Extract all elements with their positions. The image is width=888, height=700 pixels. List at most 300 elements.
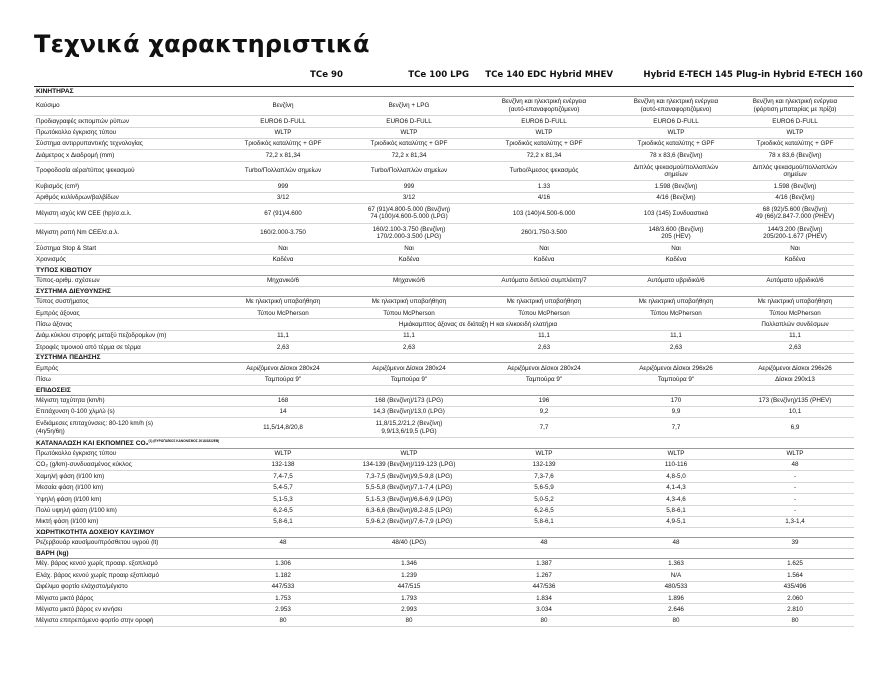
table-cell	[736, 342, 854, 353]
section-title	[34, 287, 854, 297]
table-cell	[472, 516, 616, 527]
cell-text: 5,1-5,3	[273, 495, 293, 503]
table-cell	[736, 471, 854, 482]
cell-text: Καδένα	[398, 256, 420, 264]
row-label: Πίσω άξονας	[34, 319, 220, 330]
cell-text: 49 (66)/2.847-7.000 (PHEV)	[755, 213, 835, 221]
table-cell	[220, 459, 346, 470]
row-label: Κυβισμός (cm³)	[34, 181, 220, 192]
table-cell	[616, 537, 736, 548]
table-cell	[220, 138, 346, 149]
table-cell	[616, 243, 736, 254]
cell-text: Με ηλεκτρική υποβοήθηση	[371, 298, 447, 306]
row-label: Μέγιστη ροπή Nm CEE/σ.α.λ.	[34, 223, 220, 243]
table-row	[34, 161, 854, 181]
section-title	[34, 549, 854, 559]
table-cell	[736, 448, 854, 459]
cell-text: 168	[277, 397, 289, 405]
table-row	[34, 505, 854, 516]
cell-text: 1.834	[536, 594, 552, 602]
cell-text: Καδένα	[784, 256, 806, 264]
table-cell	[736, 395, 854, 406]
table-cell	[220, 127, 346, 138]
row-label: Σύστημα Stop & Start	[34, 243, 220, 254]
table-row	[34, 459, 854, 470]
row-label: Ρεζερβουάρ καυσίμου/πρόσθετου υγρού (lt)	[34, 537, 220, 548]
cell-text: Ναι	[790, 244, 800, 252]
cell-text: WLTP	[274, 129, 292, 137]
cell-text: 4,9-5,1	[666, 518, 686, 526]
table-cell	[736, 127, 854, 138]
cell-text: 1.182	[275, 571, 291, 579]
section-header-row	[34, 87, 854, 97]
column-header: Plug-in Hybrid E-TECH 160	[736, 70, 854, 87]
cell-text: (αυτό-επαναφορτιζόμενο)	[640, 105, 712, 113]
row-label: Εμπρός άξονας	[34, 308, 220, 319]
table-cell	[220, 448, 346, 459]
row-label: Πίσω	[34, 374, 220, 385]
table-cell	[616, 330, 736, 341]
table-cell	[346, 308, 472, 319]
table-cell	[616, 296, 736, 307]
cell-text: 67 (91)/4.800-5.000 (Βενζίνη)	[367, 206, 451, 214]
cell-text: 80	[540, 617, 548, 625]
cell-text: Ταμπούρα 9"	[657, 376, 695, 384]
cell-text: 6,9	[790, 423, 800, 431]
cell-text: Πολλαπλών συνδέσμων	[761, 320, 829, 328]
section-header-row	[34, 437, 854, 448]
table-cell	[472, 254, 616, 265]
cell-text: Αεριζόμενοι Δίσκοι 296x26	[758, 364, 832, 372]
cell-text: 205/200-1.677 (PHEV)	[763, 233, 827, 241]
table-row	[34, 204, 854, 224]
cell-text: 205 (HEV)	[661, 233, 691, 241]
cell-text: -	[793, 472, 797, 480]
table-cell	[616, 342, 736, 353]
section-header-row	[34, 549, 854, 559]
cell-text: Βενζίνη και ηλεκτρική ενέργεια	[752, 98, 838, 106]
table-cell	[346, 604, 472, 615]
cell-text: 2.646	[668, 605, 684, 613]
table-cell	[472, 363, 616, 374]
spec-table-header	[34, 70, 863, 87]
cell-text: 196	[538, 397, 550, 405]
section-title-text: ΕΠΙΔΟΣΕΙΣ	[36, 386, 71, 394]
section-title	[34, 437, 854, 448]
cell-text: σημείων	[783, 171, 807, 179]
cell-text: 260/1.750-3.500	[521, 229, 567, 237]
row-label	[34, 418, 220, 438]
cell-text: (αυτό-επαναφορτιζόμενο)	[508, 105, 580, 113]
cell-text: 80	[791, 617, 799, 625]
table-row	[34, 275, 854, 286]
table-cell	[736, 116, 854, 127]
table-cell	[472, 308, 616, 319]
cell-text: 2.953	[275, 605, 291, 613]
section-header-row	[34, 287, 854, 297]
cell-text: 148/3.600 (Βενζίνη)	[648, 225, 704, 233]
table-cell	[472, 537, 616, 548]
table-row	[34, 296, 854, 307]
table-cell	[736, 516, 854, 527]
table-cell	[472, 406, 616, 417]
table-cell	[736, 615, 854, 626]
table-cell	[472, 494, 616, 505]
table-cell	[220, 406, 346, 417]
section-title-text: ΣΥΣΤΗΜΑ ΠΕΔΗΣΗΣ	[36, 354, 101, 362]
cell-text: 48	[791, 461, 799, 469]
table-row	[34, 330, 854, 341]
cell-text: Τύπου McPherson	[518, 309, 570, 317]
cell-text: 80	[405, 617, 413, 625]
table-cell	[220, 604, 346, 615]
column-header: TCe 140 EDC Hybrid MHEV	[472, 70, 616, 87]
table-row	[34, 471, 854, 482]
cell-text: EURO6 D-FULL	[772, 117, 818, 125]
table-cell	[736, 319, 854, 330]
table-cell	[472, 296, 616, 307]
table-cell	[220, 116, 346, 127]
cell-text: 2,63	[669, 343, 683, 351]
section-title-text: ΚΑΤΑΝΑΛΩΣΗ ΚΑΙ ΕΚΠΟΜΠΕΣ CO₂	[36, 440, 149, 448]
table-cell	[220, 558, 346, 569]
cell-text: WLTP	[535, 129, 553, 137]
table-cell	[472, 223, 616, 243]
table-cell	[346, 96, 472, 116]
table-row	[34, 482, 854, 493]
table-cell	[346, 330, 472, 341]
table-cell	[472, 181, 616, 192]
cell-text: Αεριζόμενοι Δίσκοι 280x24	[246, 364, 320, 372]
table-row	[34, 127, 854, 138]
cell-text: 144/3.200 (Βενζίνη)	[767, 225, 823, 233]
table-cell	[736, 505, 854, 516]
cell-text: Βενζίνη και ηλεκτρική ενέργεια	[501, 98, 587, 106]
cell-text: 5,1-5,3 (Βενζίνη)/6,6-6,9 (LPG)	[365, 495, 453, 503]
cell-text: 103 (140)/4.500-6.000	[512, 209, 576, 217]
table-cell	[346, 138, 472, 149]
table-cell	[472, 161, 616, 181]
table-cell	[346, 204, 472, 224]
cell-text: 2,63	[402, 343, 416, 351]
cell-text: 1,3-1,4	[785, 518, 805, 526]
cell-text: σημείων	[664, 171, 688, 179]
table-row	[34, 96, 854, 116]
table-cell	[736, 223, 854, 243]
cell-text: 1.363	[668, 560, 684, 568]
cell-text: 447/536	[532, 583, 556, 591]
cell-text: 78 x 83,6 (Βενζίνη)	[649, 151, 703, 159]
table-cell	[346, 192, 472, 203]
row-label: Μέγιστο μικτό βάρος	[34, 593, 220, 604]
cell-text: WLTP	[274, 450, 292, 458]
row-label: Τροφοδοσία αέρα/τύπος ψεκασμού	[34, 161, 220, 181]
table-cell	[472, 581, 616, 592]
table-cell	[346, 150, 472, 161]
table-cell	[472, 96, 616, 116]
table-cell	[472, 604, 616, 615]
table-cell	[472, 150, 616, 161]
table-cell	[472, 342, 616, 353]
cell-text: 4,1-4,3	[666, 484, 686, 492]
table-cell	[736, 494, 854, 505]
cell-text: Βενζίνη	[272, 102, 294, 110]
table-cell	[220, 505, 346, 516]
cell-text: 2.993	[401, 605, 417, 613]
cell-text: Καδένα	[533, 256, 555, 264]
cell-text: 39	[791, 539, 799, 547]
cell-text: 1.239	[401, 571, 417, 579]
cell-text: 5,0-5,2	[534, 495, 554, 503]
row-label: Υψηλή φάση (l/100 km)	[34, 494, 220, 505]
cell-text: Αεριζόμενοι Δίσκοι 296x26	[639, 364, 713, 372]
cell-text: Turbo/Πολλαπλών σημείων	[244, 167, 322, 175]
table-row	[34, 395, 854, 406]
cell-text: Με ηλεκτρική υποβοήθηση	[757, 298, 833, 306]
cell-text: Ναι	[671, 244, 681, 252]
spec-table	[34, 70, 863, 627]
cell-text: 7,4-7,5	[273, 472, 293, 480]
cell-text: 7,7	[539, 423, 549, 431]
cell-text: Δίσκοι 290x13	[775, 376, 815, 384]
table-cell	[736, 181, 854, 192]
cell-text: 4/16	[537, 194, 551, 202]
row-label: Μέγιστο μικτό βάρος εν κινήσει	[34, 604, 220, 615]
table-cell	[346, 615, 472, 626]
table-cell	[736, 150, 854, 161]
row-label: Πολύ υψηλή φάση (l/100 km)	[34, 505, 220, 516]
cell-text: Αυτόματο υβριδικό/6	[766, 277, 824, 285]
section-title	[34, 353, 854, 363]
table-cell	[616, 395, 736, 406]
table-row	[34, 593, 854, 604]
table-row	[34, 181, 854, 192]
section-title	[34, 386, 854, 396]
table-cell	[616, 505, 736, 516]
cell-text: 160/2.000-3.750	[260, 229, 306, 237]
row-label: Ωφέλιμο φορτίο ελάχιστο/μέγιστο	[34, 581, 220, 592]
table-cell	[472, 505, 616, 516]
cell-text: 7,7	[671, 423, 681, 431]
table-cell	[616, 161, 736, 181]
row-label: Μικτή φάση (l/100 km)	[34, 516, 220, 527]
row-label: CO₂ (g/km)-συνδυασμένος κύκλος	[34, 459, 220, 470]
cell-text: 132-139	[532, 461, 556, 469]
cell-text: 9,9/13,6/19,5 (LPG)	[381, 427, 437, 435]
row-label: Χαμηλή φάση (l/100 km)	[34, 471, 220, 482]
cell-text: 48	[279, 539, 287, 547]
table-cell	[346, 275, 472, 286]
table-cell	[220, 395, 346, 406]
table-cell	[736, 161, 854, 181]
table-cell	[616, 604, 736, 615]
cell-text: 1.598 (Βενζίνη)	[773, 182, 817, 190]
cell-text: 14,3 (Βενζίνη)/13,0 (LPG)	[373, 408, 445, 416]
cell-text: Ταμπούρα 9"	[264, 376, 302, 384]
table-row	[34, 406, 854, 417]
cell-text: 134-139 (Βενζίνη)/119-123 (LPG)	[362, 461, 456, 469]
row-label: Προδιαγραφές εκπομπών ρύπων	[34, 116, 220, 127]
table-cell	[220, 192, 346, 203]
table-cell	[346, 537, 472, 548]
cell-text: 4,8-5,0	[666, 472, 686, 480]
table-cell	[472, 204, 616, 224]
cell-text: 4/16 (Βενζίνη)	[656, 194, 696, 202]
table-cell	[346, 505, 472, 516]
cell-text: Τύπου McPherson	[383, 309, 435, 317]
cell-text: 67 (91)/4.600	[264, 209, 302, 217]
cell-text: 2,63	[537, 343, 551, 351]
cell-text: 5,8-6,1	[273, 518, 293, 526]
cell-text: 4/16 (Βενζίνη)	[775, 194, 815, 202]
cell-text: EURO6 D-FULL	[521, 117, 567, 125]
table-row	[34, 604, 854, 615]
table-cell	[736, 537, 854, 548]
table-cell	[220, 275, 346, 286]
cell-text: 4,3-4,6	[666, 495, 686, 503]
cell-text: EURO6 D-FULL	[653, 117, 699, 125]
table-cell	[346, 181, 472, 192]
cell-text: Βενζίνη + LPG	[388, 102, 430, 110]
table-cell	[472, 482, 616, 493]
cell-text: WLTP	[400, 129, 418, 137]
cell-text: 1.267	[536, 571, 552, 579]
column-header: Hybrid E-TECH 145	[616, 70, 736, 87]
cell-text: EURO6 D-FULL	[386, 117, 432, 125]
row-label: Μέγ. βάρος κενού χωρίς προαιρ. εξοπλισμό	[34, 558, 220, 569]
cell-text: 11,1	[789, 332, 801, 340]
table-cell	[346, 581, 472, 592]
table-cell	[616, 471, 736, 482]
section-title-text: ΣΥΣΤΗΜΑ ΔΙΕΥΘΥΝΣΗΣ	[36, 287, 111, 295]
table-cell	[472, 116, 616, 127]
row-label: Τύπος-αριθμ. σχέσεων	[34, 275, 220, 286]
table-row	[34, 138, 854, 149]
table-cell	[220, 516, 346, 527]
cell-text: Τριοδικός καταλύτης + GPF	[370, 140, 448, 148]
table-cell	[736, 418, 854, 438]
table-cell	[220, 471, 346, 482]
cell-text: 5,4-5,7	[273, 484, 293, 492]
table-cell	[616, 558, 736, 569]
table-cell	[346, 494, 472, 505]
header-empty	[34, 70, 220, 87]
table-row	[34, 223, 854, 243]
table-cell	[736, 570, 854, 581]
cell-text: WLTP	[400, 450, 418, 458]
cell-text: 72,2 x 81,34	[526, 151, 562, 159]
cell-text: 48/40 (LPG)	[391, 539, 427, 547]
cell-text: 5,8-6,1	[534, 518, 554, 526]
cell-text: (φόρτιση μπαταρίας με πρίζα)	[753, 105, 837, 113]
table-cell	[346, 471, 472, 482]
section-title-text: ΧΩΡΗΤΙΚΟΤΗΤΑ ΔΟΧΕΙΟΥ ΚΑΥΣΙΜΟΥ	[36, 528, 155, 536]
row-label: Καύσιμο	[34, 96, 220, 116]
row-label: Πρωτόκολλο έγκρισης τύπου	[34, 448, 220, 459]
table-cell	[346, 406, 472, 417]
table-cell	[472, 558, 616, 569]
table-cell	[616, 116, 736, 127]
table-cell	[220, 537, 346, 548]
table-cell	[472, 192, 616, 203]
table-cell	[616, 593, 736, 604]
cell-text: Διπλός ψεκασμού/πολλαπλών	[752, 163, 838, 171]
table-row	[34, 537, 854, 548]
cell-text: 1.346	[401, 560, 417, 568]
cell-text: Αεριζόμενοι Δίσκοι 280x24	[507, 364, 581, 372]
table-cell	[472, 471, 616, 482]
row-label: Εμπρός	[34, 363, 220, 374]
cell-text: 999	[277, 182, 289, 190]
table-cell	[736, 96, 854, 116]
table-cell	[616, 181, 736, 192]
cell-text: Βενζίνη και ηλεκτρική ενέργεια	[633, 98, 719, 106]
cell-text: 2.060	[787, 594, 803, 602]
row-label: Στροφές τιμονιού από τέρμα σε τέρμα	[34, 342, 220, 353]
row-label: Μέγιστο επιτρεπόμενο φορτίο στην οροφή	[34, 615, 220, 626]
cell-text: 9,2	[539, 408, 549, 416]
table-cell	[346, 342, 472, 353]
cell-text: Αυτόματο διπλού συμπλέκτη/7	[501, 277, 587, 285]
table-row	[34, 558, 854, 569]
table-cell	[346, 593, 472, 604]
table-cell	[346, 395, 472, 406]
cell-text: Με ηλεκτρική υποβοήθηση	[506, 298, 582, 306]
cell-text: 999	[403, 182, 415, 190]
cell-text: 11,8/15,2/21,2 (Βενζίνη)	[375, 420, 443, 428]
cell-text: 72,2 x 81,34	[391, 151, 427, 159]
cell-text: 5,6-5,9	[534, 484, 554, 492]
cell-text: Μηχανικό/6	[267, 277, 299, 285]
table-cell	[220, 570, 346, 581]
table-cell	[736, 308, 854, 319]
table-cell	[616, 482, 736, 493]
cell-text: 168 (Βενζίνη)/173 (LPG)	[374, 397, 444, 405]
cell-text: Ναι	[404, 244, 414, 252]
cell-text: Τριοδικός καταλύτης + GPF	[505, 140, 583, 148]
cell-text: 78 x 83,6 (Βενζίνη)	[768, 151, 822, 159]
cell-text: -	[793, 484, 797, 492]
cell-text: 170	[670, 397, 682, 405]
table-cell	[220, 308, 346, 319]
table-cell	[736, 593, 854, 604]
row-label: Τύπος συστήματος	[34, 296, 220, 307]
cell-text: 5,8-6,1	[666, 507, 686, 514]
row-label: Διάμετρος x Διαδρομή (mm)	[34, 150, 220, 161]
cell-text: 2,63	[788, 343, 802, 351]
table-cell	[616, 192, 736, 203]
row-label: Αριθμός κυλίνδρων/βαλβίδων	[34, 192, 220, 203]
table-cell	[346, 116, 472, 127]
table-cell	[616, 138, 736, 149]
table-cell	[472, 127, 616, 138]
cell-text: 1.896	[668, 594, 684, 602]
cell-text: Αεριζόμενοι Δίσκοι 280x24	[372, 364, 446, 372]
cell-text: 5,5-5,8 (Βενζίνη)/7,1-7,4 (LPG)	[365, 484, 453, 492]
section-header-row	[34, 528, 854, 538]
cell-text: WLTP	[535, 450, 553, 458]
table-cell	[346, 254, 472, 265]
cell-text: 103 (145) Συνδυαστικά	[643, 209, 709, 217]
table-cell	[346, 482, 472, 493]
section-title	[34, 528, 854, 538]
table-row	[34, 570, 854, 581]
table-cell	[616, 581, 736, 592]
table-cell	[346, 374, 472, 385]
table-row	[34, 192, 854, 203]
cell-text: WLTP	[667, 129, 685, 137]
cell-text: Τριοδικός καταλύτης + GPF	[244, 140, 322, 148]
